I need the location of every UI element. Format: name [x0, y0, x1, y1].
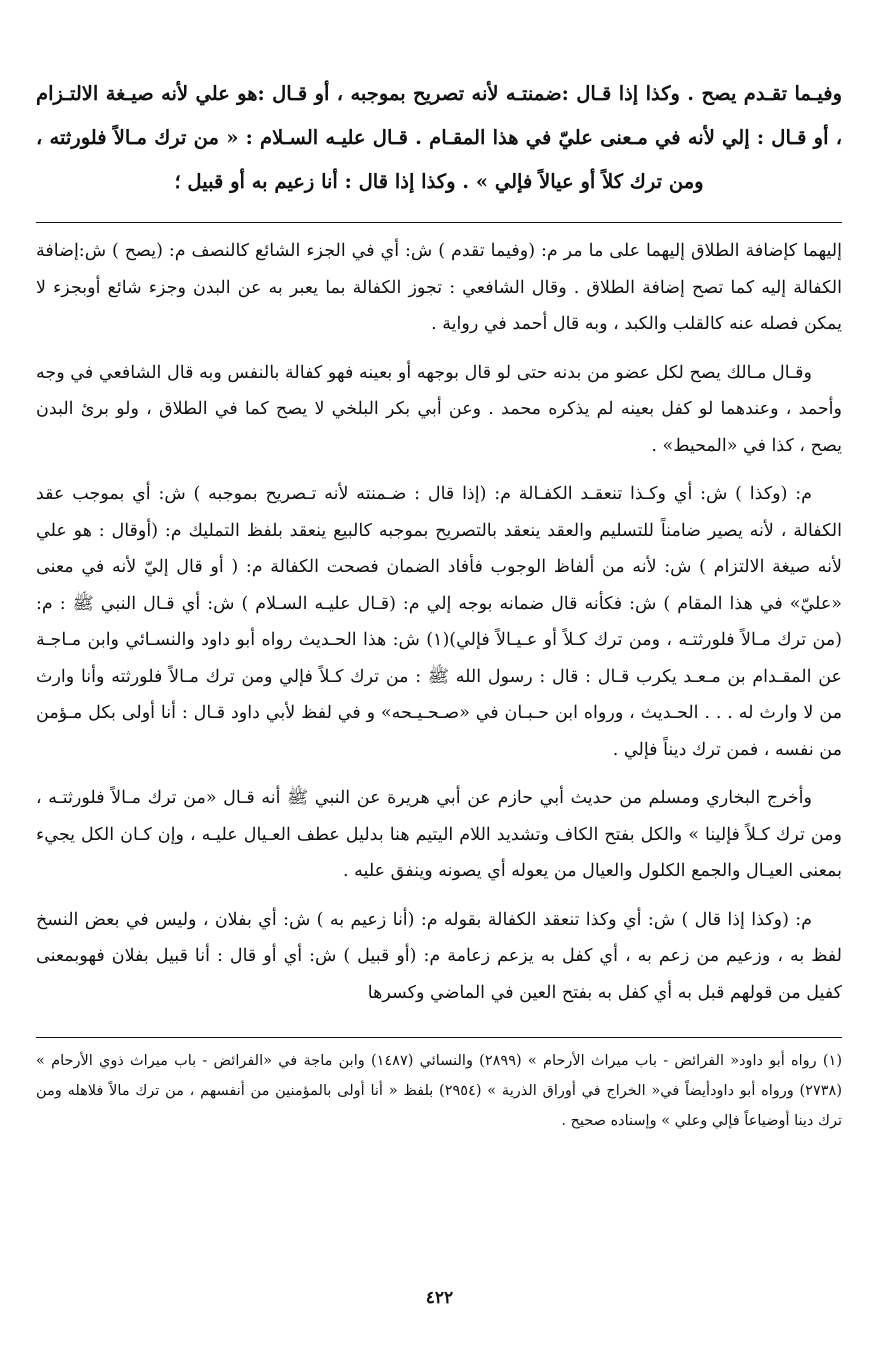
footnote [36, 1046, 842, 1136]
matn-divider [36, 222, 842, 223]
commentary-paragraph: إليهما كإضافة الطلاق إليهما على ما مر م: (وفيما تقدم ) ش: أي في الجزء الشائع كالنصف م: (يصح ) ش:إضافة الكفالة إليه كما تصح إضافة الطلاق . وقال الشافعي : تجوز الكفالة بما يعبر به عن البدن وجزء شائع أوبجزء لا يمكن فصله عنه كالقلب والكبد ، وبه قال أحمد في رواية . [36, 241, 842, 334]
page-body [36, 72, 842, 1136]
commentary-paragraph: وقـال مـالك يصح لكل عضو من بدنه حتى لو قال بوجهه أو بعينه فهو كفالة بالنفس وبه قال الشافعي في وجه وأحمد ، وعندهما لو كفل بعينه لم يذكره محمد . وعن أبي بكر البلخي لا يصح كما في الطلاق ، ولو برئ البدن يصح ، كذا في «المحيط» . [36, 362, 842, 456]
matn-paragraph: وفيـما تقـدم يصح . وكذا إذا قـال :ضمنتـه لأنه تصريح بموجبه ، أو قـال :هو علي لأنه صيـغة الالتـزام ، أو قـال : إلي لأنه في مـعنى عليّ في هذا المقـام . قـال عليـه السـلام : « من ترك مـالاً فلورثته ، ومن ترك كلاً أو عيالاً فإلي » . وكذا إذا قال : أنا زعيم به أو قبيل ؛ [36, 82, 842, 193]
matn-text [36, 72, 842, 204]
commentary [36, 233, 842, 1011]
footnote-divider [36, 1037, 842, 1038]
commentary-paragraph: م: (وكذا إذا قال ) ش: أي وكذا تنعقد الكفالة بقوله م: (أنا زعيم به ) ش: أي بفلان ، وليس في بعض النسخ لفظ به ، وزعيم من زعم به ، أي كفل به يزعم زعامة م: (أو قبيل ) ش: أي أو قال : أنا قبيل بفلان فهوبمعنى كفيل من قولهم قبل به أي كفل به بفتح العين في الماضي وكسرها [36, 909, 842, 1003]
footnote-text: (١) رواه أبو داود« الفرائض - باب ميراث الأرحام » (٢٨٩٩) والنسائي (١٤٨٧) وابن ماجة في «الفرائض - باب ميراث ذوي الأرحام » (٢٧٣٨) ورواه أبو داودأيضاً في« الخراج في أوراق الذرية » (٢٩٥٤) بلفظ « أنا أولى بالمؤمنين من أنفسهم ، من ترك مالاً فلاهله ومن ترك دينا أوضياعاً فإلي وعلي » وإسناده صحيح . [36, 1053, 843, 1129]
page-number: ٤٢٢ [425, 1288, 454, 1308]
commentary-paragraph: وأخرج البخاري ومسلم من حديث أبي حازم عن أبي هريرة عن النبي ﷺ أنه قـال «من ترك مـالاً فلورثتـه ، ومن ترك كـلاً فإلينا » والكل بفتح الكاف وتشديد اللام اليتيم هنا بدليل عطف العـيال عليـه ، وإن كـان الكل يجيء بمعنى العيـال والجمع الكلول والعيال من يعوله أي يصونه وينفق عليه . [36, 788, 842, 881]
commentary-paragraph: م: (وكذا ) ش: أي وكـذا تنعقـد الكفـالة م: (إذا قال : ضـمنته لأنه تـصريح بموجبه ) ش: أي بموجب عقد الكفالة ، لأنه يصير ضامناً للتسليم والعقد ينعقد بالتصريح بموجبه كالبيع ينعقد بلفظ التمليك م: (أوقال : هو علي لأنه صيغة الالتزام ) ش: لأنه من ألفاظ الوجوب فأفاد الضمان فصحت الكفالة م: ( أو قال إليّ لأنه في معنى «عليّ» في هذا المقام ) ش: فكأنه قال ضمانه بوجه إلي م: (قـال عليـه السـلام ) ش: أي قـال النبي ﷺ : م: (من ترك مـالاً فلورثتـه ، ومن ترك كـلاً أو عـيـالاً فإلي)(١) ش: هذا الحـديث رواه أبو داود والنسـائي وابن مـاجـة عن المقـدام بن مـعـد يكرب قـال : قال : رسول الله ﷺ : من ترك كـلاً فإلي ومن ترك مـالاً فلورثته وأنا وارث من لا وارث له . . . الحـديث ، ورواه ابن حـبـان في «صـحـيـحه» و في لفظ لأبي داود قـال : أنا أولى بكل مـؤمن من نفسه ، فمن ترك ديناً فإلي . [36, 484, 842, 760]
